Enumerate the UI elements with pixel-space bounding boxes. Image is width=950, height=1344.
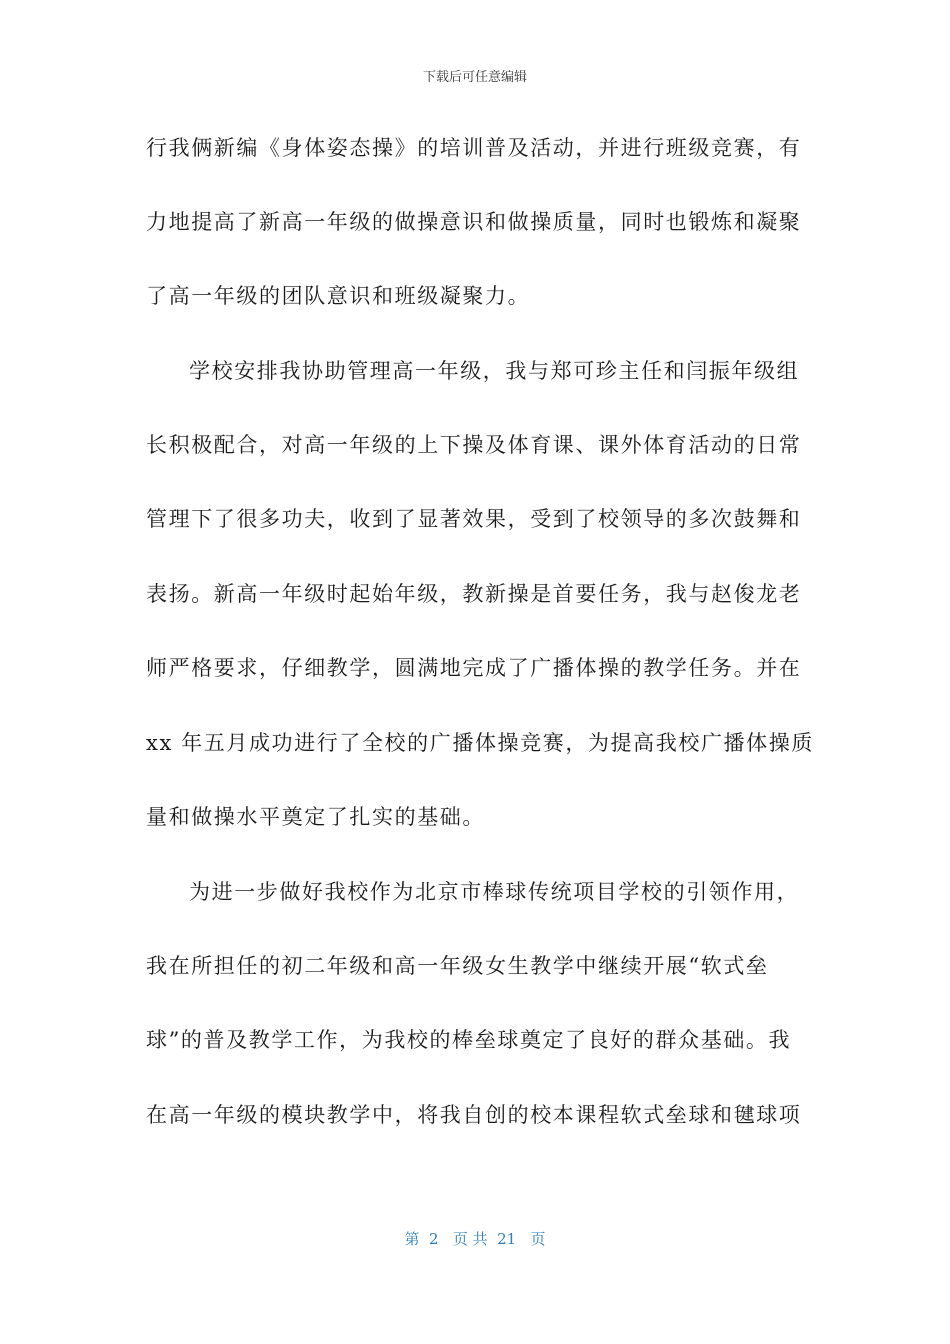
text-line: 力地提高了新高一年级的做操意识和做操质量，同时也锻炼和凝聚	[146, 210, 802, 234]
text-line: xx 年五月成功进行了全校的广播体操竞赛，为提高我校广播体操质	[146, 731, 814, 755]
paragraph-first-line: 为进一步做好我校作为北京市棒球传统项目学校的引领作用，	[189, 880, 800, 904]
text-line: 表扬。新高一年级时起始年级，教新操是首要任务，我与赵俊龙老	[146, 582, 802, 606]
text-line: 管理下了很多功夫，收到了显著效果，受到了校领导的多次鼓舞和	[146, 507, 802, 531]
text-line: 球”的普及教学工作，为我校的棒垒球奠定了良好的群众基础。我	[146, 1028, 792, 1052]
text-line: 长积极配合，对高一年级的上下操及体育课、课外体育活动的日常	[146, 433, 802, 457]
text-line: 量和做操水平奠定了扎实的基础。	[146, 805, 485, 829]
text-line: 我在所担任的初二年级和高一年级女生教学中继续开展“软式垒	[146, 954, 769, 978]
text-line: 在高一年级的模块教学中，将我自创的校本课程软式垒球和毽球项	[146, 1103, 802, 1127]
text-line: 师严格要求，仔细教学，圆满地完成了广播体操的教学任务。并在	[146, 656, 802, 680]
page-header: 下载后可任意编辑	[422, 70, 527, 85]
text-line: 行我俩新编《身体姿态操》的培训普及活动，并进行班级竞赛，有	[146, 136, 802, 160]
paragraph-first-line: 学校安排我协助管理高一年级，我与郑可珍主任和闫振年级组	[189, 359, 800, 383]
page-number-footer: 第 2 页 共 21 页	[404, 1230, 546, 1248]
text-line: 了高一年级的团队意识和班级凝聚力。	[146, 284, 531, 308]
